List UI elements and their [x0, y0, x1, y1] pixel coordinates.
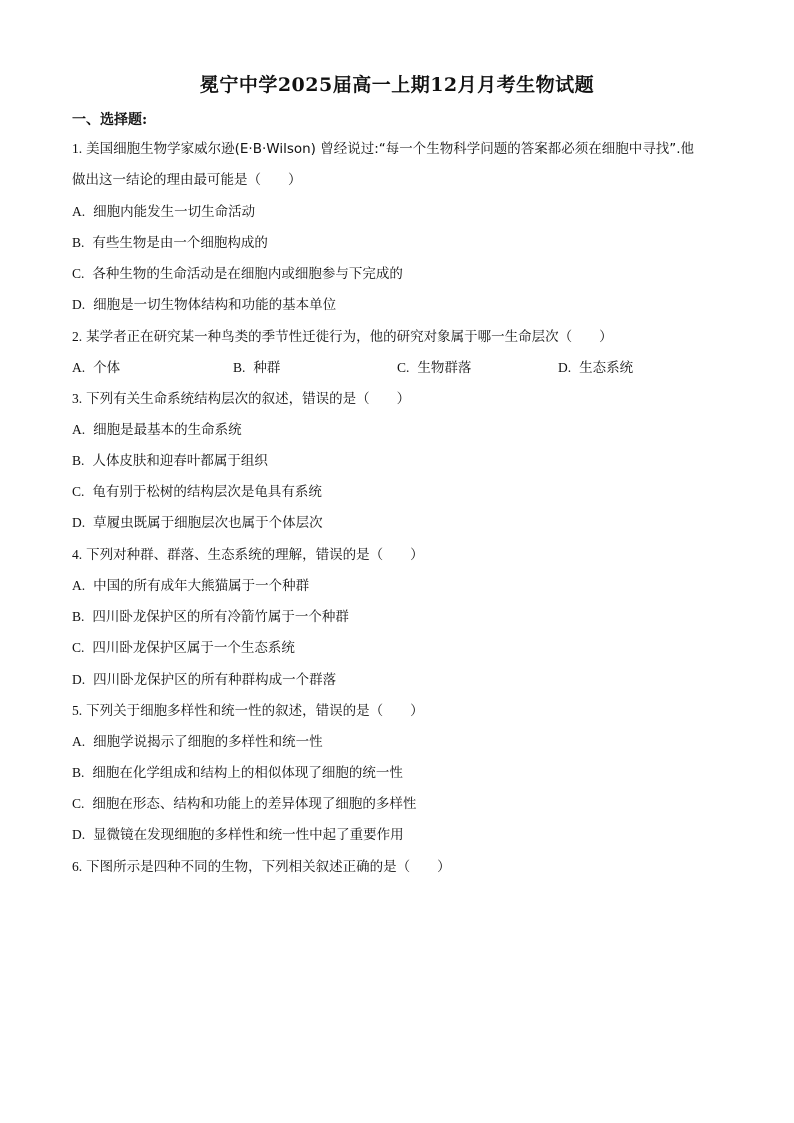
option-text: 种群	[253, 360, 281, 376]
option-letter: A.	[72, 422, 86, 437]
option-text: 有些生物是由一个细胞构成的	[92, 235, 268, 251]
option-text: 各种生物的生命活动是在细胞内或细胞参与下完成的	[92, 266, 403, 282]
option-letter: B.	[72, 609, 85, 624]
option-text: 细胞内能发生一切生命活动	[93, 204, 256, 220]
question-1-option-d	[72, 295, 732, 315]
option-text: 细胞是一切生物体结构和功能的基本单位	[93, 297, 337, 313]
question-1-option-b	[72, 233, 732, 253]
option-text: 四川卧龙保护区的所有冷箭竹属于一个种群	[92, 609, 349, 625]
question-stem: 下图所示是四种不同的生物，下列相关叙述正确的是（ ）	[86, 859, 451, 875]
question-2-stem	[72, 327, 732, 347]
option-letter: C.	[397, 360, 410, 375]
option-letter: A.	[72, 360, 86, 375]
question-2-option-b	[233, 358, 280, 378]
question-4-option-d	[72, 670, 732, 690]
question-stem: 下列关于细胞多样性和统一性的叙述，错误的是（ ）	[86, 703, 424, 719]
question-stem: 某学者正在研究某一种鸟类的季节性迁徙行为，他的研究对象属于哪一生命层次（ ）	[86, 329, 613, 345]
option-letter: D.	[72, 297, 86, 312]
option-text: 四川卧龙保护区属于一个生态系统	[92, 640, 295, 656]
option-text: 生态系统	[579, 360, 634, 376]
question-stem: 下列对种群、群落、生态系统的理解，错误的是（ ）	[86, 547, 424, 563]
question-number: 1.	[72, 141, 83, 156]
option-text: 人体皮肤和迎春叶都属于组织	[92, 453, 268, 469]
question-3-option-b	[72, 451, 732, 471]
option-letter: C.	[72, 640, 85, 655]
question-4-option-c	[72, 638, 732, 658]
question-number: 3.	[72, 391, 83, 406]
question-5-option-b	[72, 763, 732, 783]
question-5-option-a	[72, 732, 732, 752]
question-stem: 做出这一结论的理由最可能是（ ）	[72, 172, 302, 188]
question-number: 6.	[72, 859, 83, 874]
question-1-stem-line-1	[72, 139, 732, 159]
question-number: 2.	[72, 329, 83, 344]
question-5-option-c	[72, 794, 732, 814]
question-2-option-c	[397, 358, 471, 378]
option-text: 显微镜在发现细胞的多样性和统一性中起了重要作用	[93, 827, 404, 843]
option-text: 四川卧龙保护区的所有种群构成一个群落	[93, 672, 337, 688]
question-3-option-d	[72, 513, 732, 533]
question-4-option-a	[72, 576, 732, 596]
option-letter: A.	[72, 578, 86, 593]
question-2-options	[72, 358, 732, 378]
option-letter: B.	[72, 453, 85, 468]
question-3-stem	[72, 389, 732, 409]
question-number: 4.	[72, 547, 83, 562]
option-text: 细胞学说揭示了细胞的多样性和统一性	[93, 734, 323, 750]
option-letter: B.	[72, 235, 85, 250]
option-letter: B.	[233, 360, 246, 375]
option-letter: C.	[72, 796, 85, 811]
option-text: 龟有别于松树的结构层次是龟具有系统	[92, 484, 322, 500]
question-1-option-a	[72, 202, 732, 222]
option-text: 生物群落	[417, 360, 472, 376]
option-letter: C.	[72, 484, 85, 499]
page-title: 冕宁中学2025届高一上期12月月考生物试题	[199, 74, 595, 96]
question-5-stem	[72, 701, 732, 721]
question-2-option-a	[72, 358, 120, 378]
question-stem: 美国细胞生物学家威尔逊(E·B·Wilson) 曾经说过:“每一个生物科学问题的答案都必须在细胞中寻找”.他	[86, 141, 695, 157]
option-letter: B.	[72, 765, 85, 780]
option-letter: C.	[72, 266, 85, 281]
section-heading: 一、选择题:	[72, 112, 148, 128]
question-3-option-c	[72, 482, 732, 502]
option-letter: D.	[72, 672, 86, 687]
option-letter: A.	[72, 734, 86, 749]
option-text: 个体	[93, 360, 121, 376]
question-4-option-b	[72, 607, 732, 627]
option-text: 细胞是最基本的生命系统	[93, 422, 242, 438]
question-2-option-d	[558, 358, 633, 378]
option-text: 草履虫既属于细胞层次也属于个体层次	[93, 515, 323, 531]
question-6-stem	[72, 857, 732, 877]
question-number: 5.	[72, 703, 83, 718]
option-letter: D.	[72, 515, 86, 530]
option-letter: D.	[72, 827, 86, 842]
question-stem: 下列有关生命系统结构层次的叙述，错误的是（ ）	[86, 391, 411, 407]
question-3-option-a	[72, 420, 732, 440]
question-5-option-d	[72, 825, 732, 845]
option-text: 细胞在形态、结构和功能上的差异体现了细胞的多样性	[92, 796, 417, 812]
option-letter: A.	[72, 204, 86, 219]
option-text: 中国的所有成年大熊猫属于一个种群	[93, 578, 310, 594]
question-1-stem-line-2	[72, 170, 732, 190]
option-text: 细胞在化学组成和结构上的相似体现了细胞的统一性	[92, 765, 403, 781]
question-1-option-c	[72, 264, 732, 284]
option-letter: D.	[558, 360, 572, 375]
question-4-stem	[72, 545, 732, 565]
